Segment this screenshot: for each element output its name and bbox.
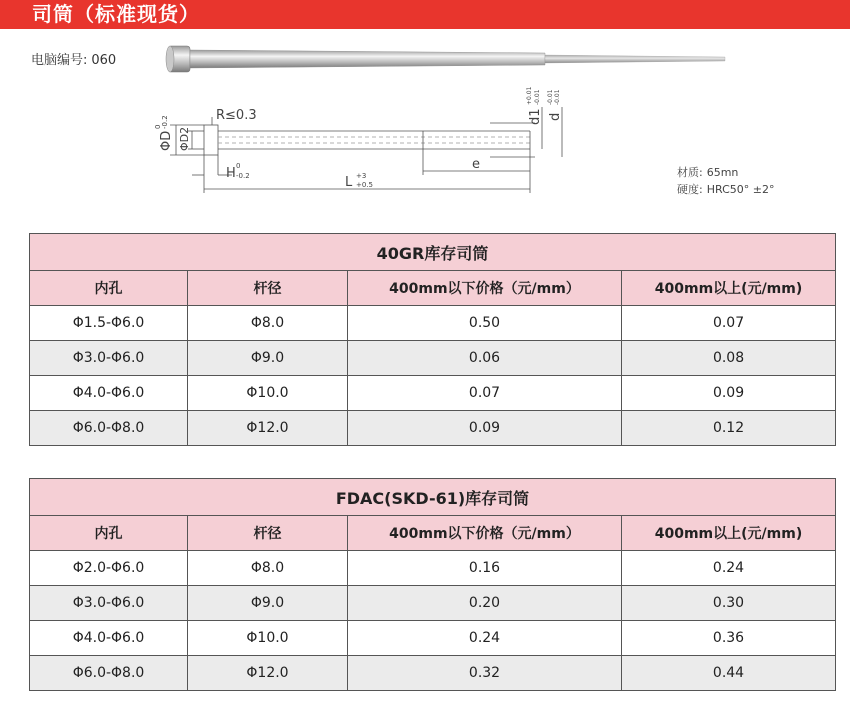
material-info xyxy=(677,164,774,198)
cell-shaft: Φ9.0 xyxy=(188,586,348,621)
table-row xyxy=(30,376,836,411)
table-fdac xyxy=(29,478,836,691)
cell-shaft: Φ10.0 xyxy=(188,621,348,656)
cell-shaft: Φ8.0 xyxy=(188,306,348,341)
table-row xyxy=(30,586,836,621)
header-bore: 内孔 xyxy=(30,271,188,306)
cell-shaft: Φ12.0 xyxy=(188,411,348,446)
radius-label: R≤0.3 xyxy=(216,108,257,123)
material-label: 材质: xyxy=(677,166,703,179)
header-shaft: 杆径 xyxy=(188,271,348,306)
sleeve-pin-photo xyxy=(160,40,730,80)
d-tol-upper: -0.01 xyxy=(547,89,554,105)
table-title: FDAC(SKD-61)库存司筒 xyxy=(30,479,836,516)
table-row xyxy=(30,411,836,446)
d1-tol-lower: -0.01 xyxy=(534,89,541,105)
table-title: 40GR库存司筒 xyxy=(30,234,836,271)
title-bar xyxy=(0,0,850,29)
material-value: 65mn xyxy=(706,166,739,179)
d1-tol-upper: +0.01 xyxy=(526,86,533,105)
cell-price-over: 0.44 xyxy=(622,656,836,691)
d2-label: ΦD2 xyxy=(178,126,191,151)
header-price-over: 400mm以上(元/mm) xyxy=(622,516,836,551)
phi-d-tol-upper: 0 xyxy=(154,124,162,129)
cell-bore: Φ1.5-Φ6.0 xyxy=(30,306,188,341)
l-label: L xyxy=(345,175,353,190)
header-price-under: 400mm以下价格（元/mm） xyxy=(348,516,622,551)
phi-d-tol-lower: -0.2 xyxy=(161,115,169,129)
phi-d-label: ΦD xyxy=(159,130,174,151)
l-tol-lower: +0.5 xyxy=(356,181,373,189)
header-shaft: 杆径 xyxy=(188,516,348,551)
sleeve-pin-drawing xyxy=(140,85,590,200)
hardness-value: HRC50° ±2° xyxy=(706,183,775,196)
hardness-label: 硬度: xyxy=(677,183,703,196)
cell-bore: Φ2.0-Φ6.0 xyxy=(30,551,188,586)
cell-price-under: 0.20 xyxy=(348,586,622,621)
cell-price-under: 0.50 xyxy=(348,306,622,341)
cell-price-over: 0.12 xyxy=(622,411,836,446)
d-label: d xyxy=(548,112,563,121)
cell-price-under: 0.07 xyxy=(348,376,622,411)
header-price-over: 400mm以上(元/mm) xyxy=(622,271,836,306)
cell-bore: Φ6.0-Φ8.0 xyxy=(30,411,188,446)
table-row xyxy=(30,551,836,586)
cell-bore: Φ4.0-Φ6.0 xyxy=(30,621,188,656)
cell-bore: Φ6.0-Φ8.0 xyxy=(30,656,188,691)
cell-shaft: Φ9.0 xyxy=(188,341,348,376)
cell-price-over: 0.24 xyxy=(622,551,836,586)
cell-price-over: 0.08 xyxy=(622,341,836,376)
cell-price-over: 0.07 xyxy=(622,306,836,341)
cell-shaft: Φ10.0 xyxy=(188,376,348,411)
material-line xyxy=(677,164,774,181)
product-code-label: 电脑编号: xyxy=(31,53,88,68)
table-row xyxy=(30,306,836,341)
cell-price-over: 0.30 xyxy=(622,586,836,621)
cell-price-over: 0.36 xyxy=(622,621,836,656)
cell-price-under: 0.16 xyxy=(348,551,622,586)
product-code-value: 060 xyxy=(91,53,117,68)
table-row xyxy=(30,621,836,656)
h-tol-lower: -0.2 xyxy=(236,172,250,180)
cell-shaft: Φ12.0 xyxy=(188,656,348,691)
product-code xyxy=(31,49,116,68)
e-label: e xyxy=(472,157,480,172)
h-tol-upper: 0 xyxy=(236,162,241,170)
cell-price-under: 0.06 xyxy=(348,341,622,376)
table-40gr xyxy=(29,233,836,446)
cell-price-over: 0.09 xyxy=(622,376,836,411)
cell-price-under: 0.09 xyxy=(348,411,622,446)
header-bore: 内孔 xyxy=(30,516,188,551)
table-row xyxy=(30,656,836,691)
cell-price-under: 0.32 xyxy=(348,656,622,691)
hardness-line xyxy=(677,181,774,198)
h-label: H xyxy=(226,166,236,181)
page-title: 司筒（标准现货） xyxy=(32,2,200,26)
cell-price-under: 0.24 xyxy=(348,621,622,656)
table-row xyxy=(30,341,836,376)
header-price-under: 400mm以下价格（元/mm） xyxy=(348,271,622,306)
d-tol-lower: -0.01 xyxy=(554,89,561,105)
cell-shaft: Φ8.0 xyxy=(188,551,348,586)
l-tol-upper: +3 xyxy=(356,172,367,180)
cell-bore: Φ3.0-Φ6.0 xyxy=(30,341,188,376)
cell-bore: Φ4.0-Φ6.0 xyxy=(30,376,188,411)
cell-bore: Φ3.0-Φ6.0 xyxy=(30,586,188,621)
d1-label: d1 xyxy=(528,108,543,125)
